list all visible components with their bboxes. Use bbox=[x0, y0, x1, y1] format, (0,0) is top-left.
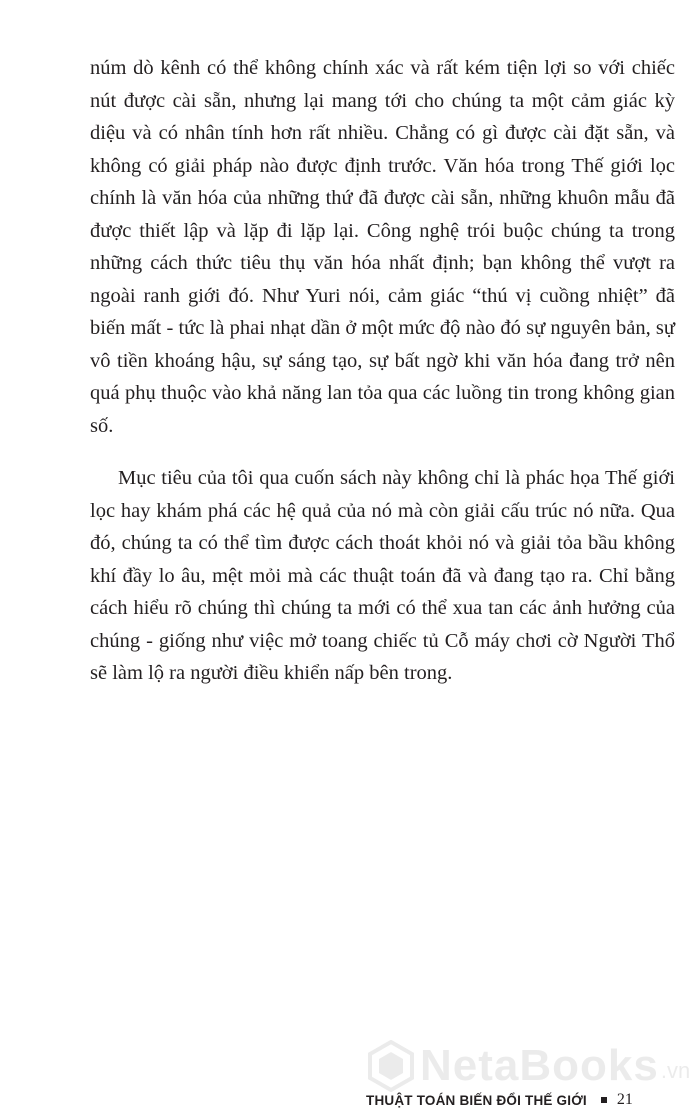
page-number: 21 bbox=[616, 1091, 633, 1108]
running-title: THUẬT TOÁN BIẾN ĐỔI THẾ GIỚI bbox=[366, 1092, 587, 1108]
netabooks-logo-icon bbox=[368, 1040, 414, 1092]
body-text bbox=[90, 52, 675, 710]
paragraph: Mục tiêu của tôi qua cuốn sách này không chỉ là phác họa Thế giới lọc hay khám phá các hệ quả của nó mà còn giải cấu trúc nó nữa. Qua đó, chúng ta có thể tìm được cách thoát khỏi nó và giải tỏa bầu không khí đầy lo âu, mệt mỏi mà các thuật toán đã và đang tạo ra. Chỉ bằng cách hiểu rõ chúng thì chúng ta mới có thể xua tan các ảnh hưởng của chúng - giống như việc mở toang chiếc tủ Cỗ máy chơi cờ Người Thổ sẽ làm lộ ra người điều khiển nấp bên trong. bbox=[90, 467, 675, 684]
watermark-text: NetaBooks bbox=[420, 1041, 659, 1090]
watermark bbox=[368, 1040, 690, 1092]
square-bullet-icon bbox=[601, 1097, 607, 1103]
page-footer bbox=[366, 1088, 633, 1112]
watermark-suffix: .vn bbox=[660, 1058, 691, 1083]
paragraph-continued: núm dò kênh có thể không chính xác và rất kém tiện lợi so với chiếc nút được cài sẵn, nhưng lại mang tới cho chúng ta một cảm giác kỳ diệu và có nhân tính hơn rất nhiều. Chẳng có gì được cài đặt sẵn, và không có giải pháp nào được định trước. Văn hóa trong Thế giới lọc chính là văn hóa của những thứ đã được cài sẵn, những khuôn mẫu đã được thiết lập và lặp đi lặp lại. Công nghệ trói buộc chúng ta trong những cách thức tiêu thụ văn hóa nhất định; bạn không thể vượt ra ngoài ranh giới đó. Như Yuri nói, cảm giác “thú vị cuồng nhiệt” đã biến mất - tức là phai nhạt dần ở một mức độ nào đó sự nguyên bản, sự vô tiền khoáng hậu, sự sáng tạo, sự bất ngờ khi văn hóa đang trở nên quá phụ thuộc vào khả năng lan tỏa qua các luồng tin trong không gian số. bbox=[90, 57, 675, 437]
